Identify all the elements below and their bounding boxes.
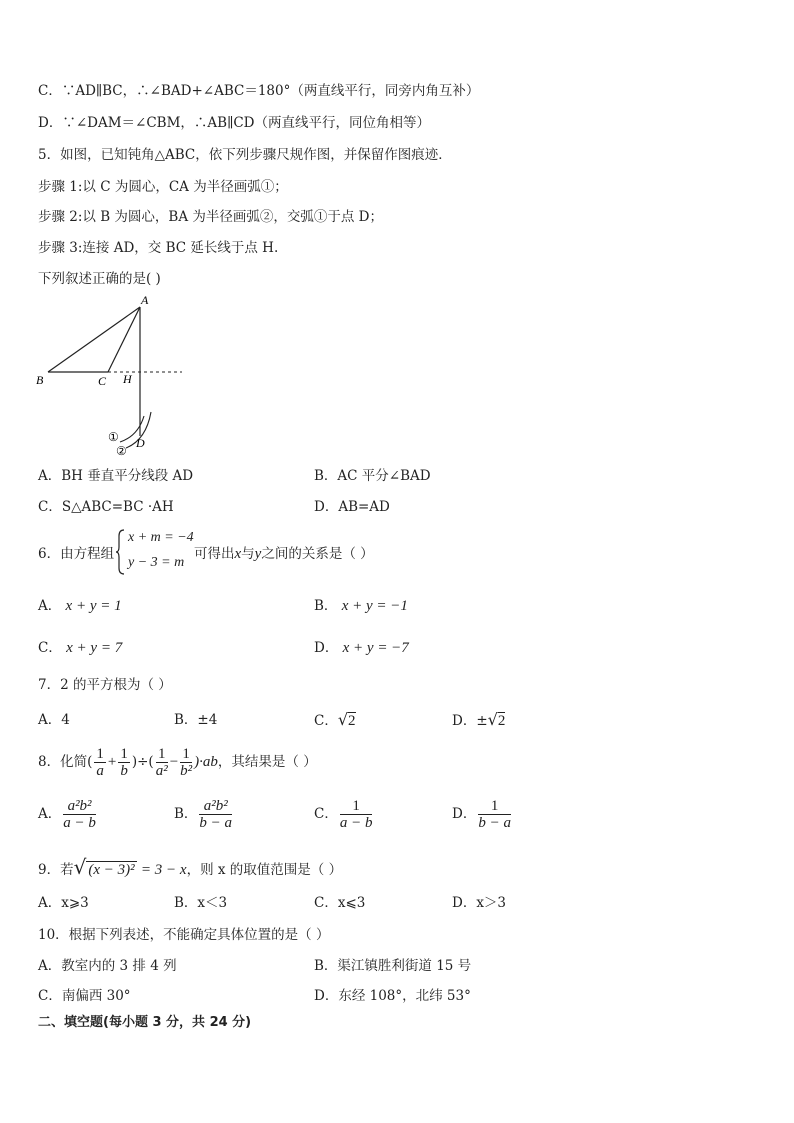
q6-option-c-expr: x + y = 7 xyxy=(66,640,123,656)
q5-option-d: D．AB=AD xyxy=(314,499,390,515)
q8-frac-den: a xyxy=(96,763,104,779)
q7-option-d-radicand: 2 xyxy=(497,713,506,729)
q8-option-d-label: D． xyxy=(452,806,477,822)
arc1-label: ① xyxy=(108,430,119,444)
q8-option-b-label: B． xyxy=(174,806,198,822)
label-c: C xyxy=(98,374,107,388)
q8-frac-num: 1 xyxy=(96,746,104,762)
q5-option-b: B．AC 平分∠BAD xyxy=(314,468,431,484)
q8-option-d-num: 1 xyxy=(478,798,511,815)
q5-stem: 5．如图，已知钝角△ABC，依下列步骤尺规作图，并保留作图痕迹． xyxy=(38,147,452,163)
q6-prefix: 6．由方程组 xyxy=(38,546,115,562)
q7-option-c xyxy=(314,710,356,731)
q10-option-d: D．东经 108°，北纬 53° xyxy=(314,988,471,1004)
q8-frac-num: 1 xyxy=(180,746,192,763)
q8-prefix: 8．化简( xyxy=(38,754,93,770)
label-h: H xyxy=(123,372,132,386)
q8-minus: − xyxy=(169,754,179,770)
q8-option-b-num: a²b² xyxy=(199,798,232,815)
q6-option-c-label: C． xyxy=(38,640,62,656)
q10-option-b: B．渠江镇胜利街道 15 号 xyxy=(314,958,472,974)
q8-option-d xyxy=(452,796,513,832)
q5-option-a: A．BH 垂直平分线段 AD xyxy=(38,468,194,484)
q6-option-a-expr: x + y = 1 xyxy=(65,598,122,614)
q9-option-d: D．x＞3 xyxy=(452,895,507,911)
q7-stem: 7．2 的平方根为（ ） xyxy=(38,677,172,693)
q8-option-d-den: b − a xyxy=(478,815,511,831)
q8-plus: + xyxy=(107,754,117,770)
q10-option-c: C．南偏西 30° xyxy=(38,988,131,1004)
q10-stem: 10．根据下列表述，不能确定具体位置的是（ ） xyxy=(38,927,330,943)
q8-frac-1b2 xyxy=(180,746,192,779)
q8-frac-1a2 xyxy=(156,746,168,779)
q7-option-d xyxy=(452,710,505,731)
sqrt-symbol: √ xyxy=(73,855,87,879)
q9-radicand: (x − 3)² xyxy=(88,862,135,878)
q6-eq2: y − 3 = m xyxy=(128,555,185,570)
q8-frac-den: b xyxy=(120,763,128,779)
q8-option-a xyxy=(38,796,98,832)
q5-step1: 步骤 1:以 C 为圆心，CA 为半径画弧①； xyxy=(38,179,288,195)
q8-option-c-num: 1 xyxy=(340,798,373,815)
q6-option-b xyxy=(314,596,408,616)
q6-and: 与 xyxy=(241,546,255,562)
q7-option-a: A．4 xyxy=(38,712,70,728)
q8-frac-num: 1 xyxy=(156,746,168,763)
q6-option-a xyxy=(38,596,122,616)
q9-prefix: 9．若 xyxy=(38,862,74,878)
label-a: A xyxy=(141,293,149,307)
q8-option-a-label: A． xyxy=(38,806,62,822)
q6-option-d-expr: x + y = −7 xyxy=(342,640,409,656)
q9-option-a: A．x⩾3 xyxy=(38,895,89,911)
q8-option-c xyxy=(314,796,374,832)
q4-option-c: C．∵AD∥BC，∴∠BAD+∠ABC＝180°（两直线平行，同旁内角互补） xyxy=(38,83,480,99)
q6-option-c xyxy=(38,638,122,658)
q7-option-b: B．±4 xyxy=(174,712,218,728)
q6-var-y: y xyxy=(254,546,262,562)
q8-frac-num: 1 xyxy=(120,746,128,762)
q5-figure xyxy=(30,290,200,460)
q6-tail xyxy=(194,544,374,564)
q10-option-a: A．教室内的 3 排 4 列 xyxy=(38,958,177,974)
section-2-heading: 二、填空题(每小题 3 分，共 24 分) xyxy=(38,1015,252,1030)
q8-option-a-num: a²b² xyxy=(63,798,96,815)
q6-option-b-expr: x + y = −1 xyxy=(341,598,408,614)
q7-option-c-radicand: 2 xyxy=(348,713,356,729)
q8-option-b-frac xyxy=(199,798,232,831)
q8-option-b xyxy=(174,796,234,832)
q9-option-b: B．x＜3 xyxy=(174,895,228,911)
q8-option-d-frac xyxy=(478,798,511,831)
q8-suffix: ，其结果是（ ） xyxy=(217,754,317,770)
q8-frac-den: b² xyxy=(180,763,193,779)
q9-rhs: = 3 − x xyxy=(140,862,187,878)
q8-option-c-den: a − b xyxy=(339,815,373,831)
q6-brace xyxy=(116,528,126,576)
label-b: B xyxy=(36,373,44,387)
sqrt-symbol: √ xyxy=(337,710,349,729)
q5-step2: 步骤 2:以 B 为圆心，BA 为半径画弧②，交弧①于点 D； xyxy=(38,209,384,225)
q8-frac-den: a² xyxy=(155,763,168,779)
q9-suffix: ，则 x 的取值范围是（ ） xyxy=(186,862,343,878)
arc2-label: ② xyxy=(116,444,127,458)
q5-step3: 步骤 3:连接 AD，交 BC 延长线于点 H. xyxy=(38,240,279,256)
q8-tail: )·ab xyxy=(194,754,218,770)
q6-option-b-label: B． xyxy=(314,598,338,614)
q6-suffix: 之间的关系是（ ） xyxy=(261,546,374,562)
q6-eq1: x + m = −4 xyxy=(128,530,194,545)
q8-option-a-frac xyxy=(63,798,96,831)
q5-ask: 下列叙述正确的是( ) xyxy=(38,271,161,287)
q7-option-c-label: C． xyxy=(314,713,338,729)
q8-mid: )÷( xyxy=(131,754,154,770)
q6-option-d-label: D． xyxy=(314,640,339,656)
q9-stem xyxy=(38,855,342,882)
q6-middle: 可得出 xyxy=(194,546,235,562)
q6-option-d xyxy=(314,638,409,658)
q9-option-c: C．x⩽3 xyxy=(314,895,366,911)
q4-option-d: D．∵∠DAM＝∠CBM，∴AB∥CD（两直线平行，同位角相等） xyxy=(38,115,430,131)
q8-frac-1b xyxy=(118,746,130,779)
q8-stem xyxy=(38,744,317,780)
label-d: D xyxy=(136,436,145,450)
q6-var-x: x xyxy=(234,546,242,562)
q8-frac-1a xyxy=(94,746,106,779)
q6-option-a-label: A． xyxy=(38,598,62,614)
q8-option-a-den: a − b xyxy=(63,815,96,831)
sqrt-symbol: √ xyxy=(487,710,498,729)
q8-option-c-label: C． xyxy=(314,806,338,822)
q7-option-d-label: D．± xyxy=(452,713,488,729)
q8-option-b-den: b − a xyxy=(199,815,233,831)
q8-option-c-frac xyxy=(340,798,373,831)
q5-option-c: C．S△ABC=BC ·AH xyxy=(38,499,174,515)
